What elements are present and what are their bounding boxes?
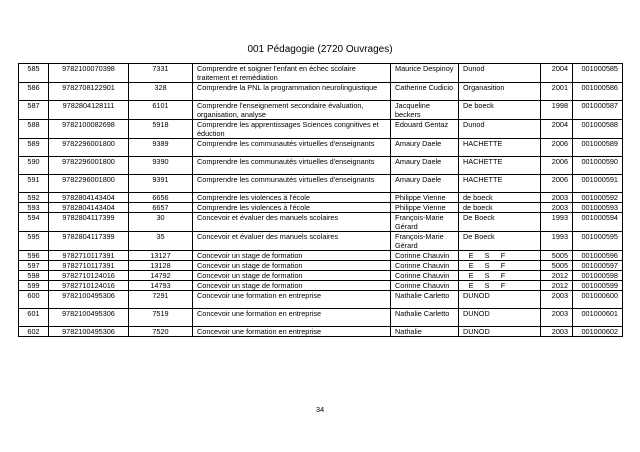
year-cell: 2006 <box>541 157 573 175</box>
row-number-cell: 589 <box>19 139 49 157</box>
author-cell: François-Marie Gérard <box>391 232 459 251</box>
book-title-cell: Comprendre la PNL la programmation neurolinguistique <box>193 83 391 101</box>
isbn-cell: 9782296001800 <box>49 157 129 175</box>
isbn-cell: 9782710124016 <box>49 271 129 281</box>
author-cell: Corinne Chauvin <box>391 271 459 281</box>
catalog-code-cell: 001000590 <box>573 157 623 175</box>
publisher-cell: E S F <box>459 251 541 261</box>
catalog-code-cell: 001000591 <box>573 175 623 193</box>
table-row <box>19 120 623 139</box>
book-title-cell: Concevoir un stage de formation <box>193 251 391 261</box>
table-row <box>19 83 623 101</box>
table-row <box>19 213 623 232</box>
publisher-cell: Dunod <box>459 64 541 83</box>
book-title-cell: Concevoir une formation en entreprise <box>193 309 391 327</box>
catalog-code-cell: 001000597 <box>573 261 623 271</box>
catalog-code-cell: 001000592 <box>573 193 623 203</box>
catalog-code-cell: 001000595 <box>573 232 623 251</box>
row-number-cell: 602 <box>19 327 49 337</box>
book-title-cell: Comprendre les violences à l'école <box>193 193 391 203</box>
publisher-cell: HACHETTE <box>459 157 541 175</box>
publisher-cell: De Boeck <box>459 232 541 251</box>
row-number-cell: 594 <box>19 213 49 232</box>
publisher-cell: de boeck <box>459 193 541 203</box>
catalog-code-cell: 001000593 <box>573 203 623 213</box>
publisher-cell: De boeck <box>459 101 541 120</box>
inventory-number-cell: 6657 <box>129 203 193 213</box>
book-title-cell: Concevoir un stage de formation <box>193 261 391 271</box>
inventory-number-cell: 7291 <box>129 291 193 309</box>
year-cell: 2012 <box>541 271 573 281</box>
row-number-cell: 595 <box>19 232 49 251</box>
book-title-cell: Comprendre les communautés virtuelles d'enseignants <box>193 157 391 175</box>
catalog-code-cell: 001000594 <box>573 213 623 232</box>
isbn-cell: 9782710124016 <box>49 281 129 291</box>
isbn-cell: 9782100082698 <box>49 120 129 139</box>
inventory-number-cell: 6101 <box>129 101 193 120</box>
row-number-cell: 587 <box>19 101 49 120</box>
isbn-cell: 9782804117399 <box>49 213 129 232</box>
publisher-cell: HACHETTE <box>459 175 541 193</box>
year-cell: 1998 <box>541 101 573 120</box>
publisher-cell: HACHETTE <box>459 139 541 157</box>
table-row <box>19 251 623 261</box>
isbn-cell: 9782710117391 <box>49 261 129 271</box>
year-cell: 2006 <box>541 175 573 193</box>
inventory-number-cell: 9389 <box>129 139 193 157</box>
row-number-cell: 599 <box>19 281 49 291</box>
year-cell: 2012 <box>541 281 573 291</box>
inventory-number-cell: 14792 <box>129 271 193 281</box>
year-cell: 2003 <box>541 203 573 213</box>
table-row <box>19 157 623 175</box>
inventory-number-cell: 7331 <box>129 64 193 83</box>
catalog-code-cell: 001000599 <box>573 281 623 291</box>
row-number-cell: 591 <box>19 175 49 193</box>
year-cell: 1993 <box>541 232 573 251</box>
inventory-number-cell: 13127 <box>129 251 193 261</box>
table-row <box>19 64 623 83</box>
book-title-cell: Comprendre et soigner l'enfant en échec scolaire traitement et remédiation <box>193 64 391 83</box>
publisher-cell: de boeck <box>459 203 541 213</box>
row-number-cell: 588 <box>19 120 49 139</box>
isbn-cell: 9782804128111 <box>49 101 129 120</box>
inventory-number-cell: 6656 <box>129 193 193 203</box>
author-cell: Amaury Daele <box>391 157 459 175</box>
row-number-cell: 597 <box>19 261 49 271</box>
book-title-cell: Concevoir une formation en entreprise <box>193 327 391 337</box>
table-row <box>19 281 623 291</box>
isbn-cell: 9782296001800 <box>49 139 129 157</box>
isbn-cell: 9782100495306 <box>49 291 129 309</box>
isbn-cell: 9782100495306 <box>49 309 129 327</box>
catalog-code-cell: 001000585 <box>573 64 623 83</box>
author-cell: Nathalie <box>391 327 459 337</box>
author-cell: Catherine Cudicio <box>391 83 459 101</box>
year-cell: 2004 <box>541 120 573 139</box>
book-title-cell: Concevoir une formation en entreprise <box>193 291 391 309</box>
catalog-code-cell: 001000602 <box>573 327 623 337</box>
isbn-cell: 9782708122901 <box>49 83 129 101</box>
row-number-cell: 592 <box>19 193 49 203</box>
inventory-number-cell: 35 <box>129 232 193 251</box>
publisher-cell: DUNOD <box>459 309 541 327</box>
book-title-cell: Concevoir un stage de formation <box>193 271 391 281</box>
publisher-cell: E S F <box>459 271 541 281</box>
row-number-cell: 590 <box>19 157 49 175</box>
year-cell: 2001 <box>541 83 573 101</box>
author-cell: Corinne Chauvin <box>391 281 459 291</box>
publisher-cell: Dunod <box>459 120 541 139</box>
row-number-cell: 585 <box>19 64 49 83</box>
year-cell: 5005 <box>541 251 573 261</box>
catalog-code-cell: 001000587 <box>573 101 623 120</box>
isbn-cell: 9782804143404 <box>49 193 129 203</box>
inventory-number-cell: 7519 <box>129 309 193 327</box>
book-title-cell: Concevoir et évaluer des manuels scolaires <box>193 213 391 232</box>
table-row <box>19 193 623 203</box>
author-cell: Jacqueline beckers <box>391 101 459 120</box>
page-number: 34 <box>315 405 325 414</box>
table-row <box>19 291 623 309</box>
table-row <box>19 101 623 120</box>
year-cell: 2004 <box>541 64 573 83</box>
table-row <box>19 175 623 193</box>
author-cell: Maurice Despinoy <box>391 64 459 83</box>
isbn-cell: 9782100070398 <box>49 64 129 83</box>
author-cell: François-Marie Gérard <box>391 213 459 232</box>
table-row <box>19 261 623 271</box>
book-title-cell: Comprendre les apprentissages Sciences congnitives et éduction <box>193 120 391 139</box>
catalog-code-cell: 001000588 <box>573 120 623 139</box>
year-cell: 2003 <box>541 291 573 309</box>
year-cell: 2003 <box>541 327 573 337</box>
book-table <box>18 63 623 337</box>
inventory-number-cell: 5918 <box>129 120 193 139</box>
book-title-cell: Comprendre les communautés virtuelles d'enseignants <box>193 139 391 157</box>
table-row <box>19 271 623 281</box>
book-title-cell: Concevoir un stage de formation <box>193 281 391 291</box>
year-cell: 2006 <box>541 139 573 157</box>
inventory-number-cell: 14793 <box>129 281 193 291</box>
book-title-cell: Comprendre les communautés virtuelles d'enseignants <box>193 175 391 193</box>
author-cell: Corinne Chauvin <box>391 251 459 261</box>
table-row <box>19 327 623 337</box>
catalog-code-cell: 001000596 <box>573 251 623 261</box>
table-row <box>19 203 623 213</box>
table-row <box>19 309 623 327</box>
row-number-cell: 586 <box>19 83 49 101</box>
author-cell: Nathalie Carletto <box>391 309 459 327</box>
table-row <box>19 139 623 157</box>
publisher-cell: E S F <box>459 261 541 271</box>
book-title-cell: Concevoir et évaluer des manuels scolaires <box>193 232 391 251</box>
isbn-cell: 9782804143404 <box>49 203 129 213</box>
row-number-cell: 598 <box>19 271 49 281</box>
inventory-number-cell: 7520 <box>129 327 193 337</box>
year-cell: 5005 <box>541 261 573 271</box>
row-number-cell: 593 <box>19 203 49 213</box>
catalog-code-cell: 001000600 <box>573 291 623 309</box>
author-cell: Amaury Daele <box>391 139 459 157</box>
publisher-cell: DUNOD <box>459 291 541 309</box>
isbn-cell: 9782710117391 <box>49 251 129 261</box>
catalog-code-cell: 001000598 <box>573 271 623 281</box>
year-cell: 2003 <box>541 193 573 203</box>
author-cell: Corinne Chauvin <box>391 261 459 271</box>
inventory-number-cell: 13128 <box>129 261 193 271</box>
row-number-cell: 601 <box>19 309 49 327</box>
isbn-cell: 9782100495306 <box>49 327 129 337</box>
table-row <box>19 232 623 251</box>
year-cell: 1993 <box>541 213 573 232</box>
book-title-cell: Comprendre les violences à l'école <box>193 203 391 213</box>
author-cell: Philippe Vienne <box>391 193 459 203</box>
author-cell: Edouard Gentaz <box>391 120 459 139</box>
publisher-cell: De Boeck <box>459 213 541 232</box>
row-number-cell: 596 <box>19 251 49 261</box>
author-cell: Nathalie Carletto <box>391 291 459 309</box>
inventory-number-cell: 328 <box>129 83 193 101</box>
inventory-number-cell: 9391 <box>129 175 193 193</box>
catalog-code-cell: 001000601 <box>573 309 623 327</box>
publisher-cell: Organasition <box>459 83 541 101</box>
page-title: 001 Pédagogie (2720 Ouvrages) <box>247 44 393 55</box>
publisher-cell: DUNOD <box>459 327 541 337</box>
author-cell: Amaury Daele <box>391 175 459 193</box>
year-cell: 2003 <box>541 309 573 327</box>
inventory-number-cell: 30 <box>129 213 193 232</box>
isbn-cell: 9782804117399 <box>49 232 129 251</box>
catalog-code-cell: 001000589 <box>573 139 623 157</box>
author-cell: Philippe Vienne <box>391 203 459 213</box>
book-title-cell: Comprendre l'enseignement secondaire évaluation, organisation, analyse <box>193 101 391 120</box>
row-number-cell: 600 <box>19 291 49 309</box>
publisher-cell: E S F <box>459 281 541 291</box>
inventory-number-cell: 9390 <box>129 157 193 175</box>
isbn-cell: 9782296001800 <box>49 175 129 193</box>
catalog-code-cell: 001000586 <box>573 83 623 101</box>
